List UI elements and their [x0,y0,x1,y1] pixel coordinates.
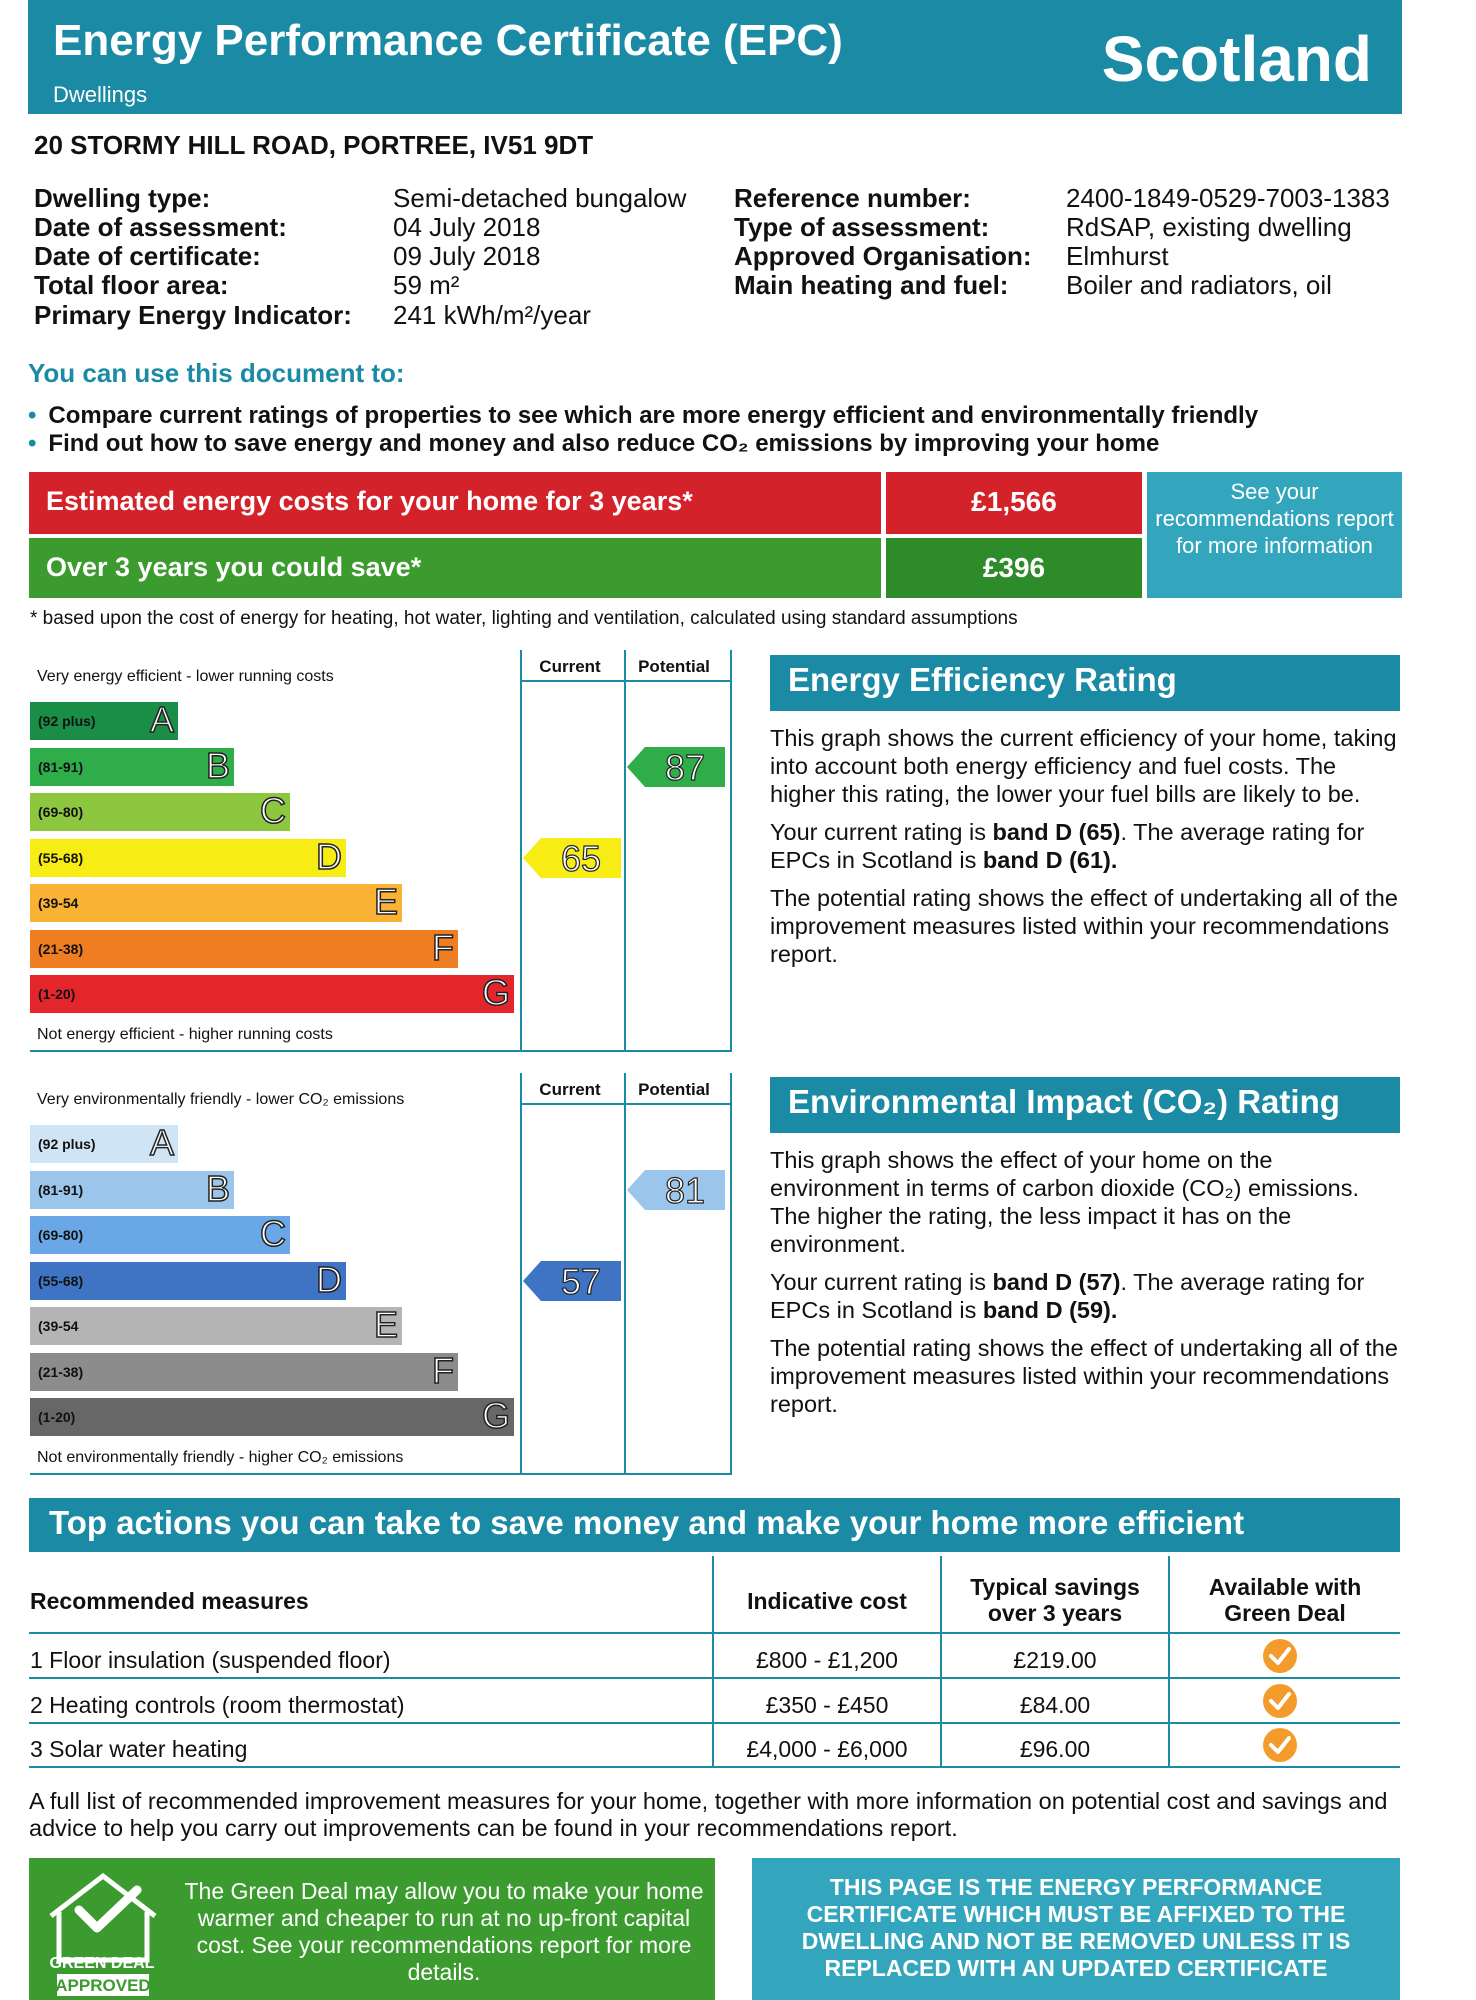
use-bullet-1-text: Compare current ratings of properties to see which are more energy efficient and environmentally friendly [48,402,1259,429]
env-rating-heading: Environmental Impact (CO₂) Rating [770,1077,1400,1133]
check-icon [1262,1638,1298,1674]
table-row-rule-2 [29,1722,1400,1724]
see-recommendations-box: See your recommendations report for more information [1147,472,1402,598]
certificate-date-label: Date of certificate: [34,241,261,271]
use-bullet-2: • Find out how to save energy and money and also reduce CO₂ emissions by improving your home [28,430,1160,457]
use-bullet-1: • Compare current ratings of properties to see which are more energy efficient and environmentally friendly [28,402,1259,429]
savings-label: Over 3 years you could save* [46,552,422,582]
env-top-caption: Very environmentally friendly - lower CO₂ emissions [37,1091,405,1108]
table-row-rule-1 [29,1677,1400,1679]
estimated-costs-label: Estimated energy costs for your home for 3 years* [46,486,693,516]
environmental-impact-chart [0,1073,740,1478]
certificate-date-value: 09 July 2018 [393,241,541,271]
green-deal-text: The Green Deal may allow you to make your home warmer and cheaper to run at no up-front capital cost. See your recommendations report for more details. [184,1878,704,1985]
savings-2: £84.00 [1019,1692,1091,1718]
env-band-range: (81-91) [38,1181,84,1198]
savings-row [29,538,881,598]
env-rating-text [770,1146,1400,1428]
env-band-range: (1-20) [38,1409,76,1425]
full-list-note: A full list of recommended improvement measures for your home, together with more information on potential cost and savings and advice to help you carry out improvements can be found in your recommendations report. [29,1788,1388,1841]
cost-3: £4,000 - £6,000 [746,1736,908,1762]
env-potential-header: Potential [638,1080,710,1099]
env-current-header: Current [539,1080,601,1099]
estimated-costs-row [29,472,881,534]
energy-current-band: band D (65) [992,819,1121,845]
approved-org-label: Approved Organisation: [734,241,1032,271]
energy-current-value: 65 [560,837,602,879]
energy-band-range: (21-38) [38,940,84,957]
env-current-left-line [520,1073,522,1475]
savings-cell [886,538,1142,598]
col-indicative-cost: Indicative cost [747,1588,907,1614]
cost-2: £350 - £450 [765,1692,889,1718]
env-band-letter: F [432,1349,454,1391]
epc-header [28,0,1402,114]
floor-area-label: Total floor area: [34,270,229,300]
energy-band-range: (69-80) [38,804,84,820]
affix-notice: THIS PAGE IS THE ENERGY PERFORMANCE CERTIFICATE WHICH MUST BE AFFIXED TO THE DWELLING AND NOT BE REMOVED UNLESS IT IS REPLACED WITH AN UPDATED CERTIFICATE [752,1858,1400,2000]
use-document-heading: You can use this document to: [28,358,405,388]
floor-area-value: 59 m² [393,270,460,300]
energy-average-band: band D (61). [982,847,1118,873]
measure-3: 3 Solar water heating [30,1736,248,1762]
env-band-letter: B [205,1167,230,1209]
env-rating-para-2 [770,1268,1400,1324]
energy-band-range: (92 plus) [38,713,96,729]
estimated-costs-cell [886,472,1142,534]
savings-value: £396 [982,552,1046,583]
country-label: Scotland [1101,23,1372,95]
energy-rating-para-2a: Your current rating is [770,819,993,845]
energy-top-caption: Very energy efficient - lower running costs [37,668,334,685]
energy-band-b [30,744,234,786]
env-band-range: (21-38) [38,1363,84,1380]
energy-band-letter: A [149,699,174,740]
env-band-e [30,1304,402,1345]
env-current-arrow [523,1261,621,1301]
energy-band-f [30,926,458,968]
env-potential-value: 81 [664,1169,706,1211]
env-current-right-line [624,1073,626,1475]
energy-potential-arrow [627,747,725,787]
env-current-band: band D (57) [992,1269,1121,1295]
energy-current-left-line [520,650,522,1052]
env-band-letter: G [481,1395,510,1436]
env-rating-para-1: This graph shows the effect of your home on the environment in terms of carbon dioxide (CO₂) emissions. The higher the rating, the less impact it has on the environment. [770,1147,1360,1257]
env-band-range: (92 plus) [38,1136,96,1152]
check-icon [1262,1727,1298,1763]
green-deal-logo-line2: APPROVED [55,1976,151,1995]
energy-band-range: (39-54 [38,895,79,911]
table-row-rule-3 [29,1766,1400,1768]
energy-band-g [30,972,514,1013]
energy-band-letter: C [260,790,286,831]
assessment-type-label: Type of assessment: [734,212,990,242]
energy-rating-heading: Energy Efficiency Rating [770,655,1400,711]
col-recommended-measures: Recommended measures [30,1588,309,1614]
measure-1: 1 Floor insulation (suspended floor) [30,1647,391,1673]
page-subtitle: Dwellings [53,82,148,107]
env-average-band: band D (59). [982,1297,1118,1323]
primary-energy-label: Primary Energy Indicator: [34,300,352,330]
energy-band-a [30,699,178,740]
energy-band-letter: G [481,972,510,1013]
env-potential-right-line [730,1073,732,1475]
energy-band-letter: F [432,926,454,968]
env-header-line [520,1103,732,1105]
reference-number-label: Reference number: [734,183,971,213]
energy-bottom-caption: Not energy efficient - higher running costs [37,1026,333,1043]
env-band-f [30,1349,458,1391]
energy-band-range: (1-20) [38,986,76,1002]
env-rating-para-2c: . The average rating for EPCs in Scotland is [770,1269,1365,1323]
green-deal-logo-line1: GREEN DEAL [49,1955,155,1972]
table-header-rule [29,1632,1400,1634]
energy-band-letter: E [373,881,398,922]
env-band-range: (39-54 [38,1318,79,1334]
env-band-b [30,1167,234,1209]
costs-footnote: * based upon the cost of energy for heating, hot water, lighting and ventilation, calculated using standard assumptions [30,608,1018,629]
reference-number-value: 2400-1849-0529-7003-1383 [1066,183,1390,213]
energy-efficiency-chart [0,650,740,1055]
energy-band-range: (55-68) [38,849,84,866]
energy-current-arrow [523,838,621,878]
top-actions-heading: Top actions you can take to save money and make your home more efficient [29,1498,1400,1552]
energy-band-e [30,881,402,922]
env-band-g [30,1395,514,1436]
energy-bottom-line [30,1050,732,1052]
approved-org-value: Elmhurst [1066,241,1169,271]
green-deal-box [29,1858,715,2000]
env-band-letter: A [149,1122,174,1163]
heating-fuel-value: Boiler and radiators, oil [1066,270,1332,300]
env-rating-para-3: The potential rating shows the effect of undertaking all of the improvement measures listed within your recommendations report. [770,1335,1398,1417]
assessment-date-label: Date of assessment: [34,212,287,242]
assessment-type-value: RdSAP, existing dwelling [1066,212,1352,242]
heating-fuel-label: Main heating and fuel: [734,270,1009,300]
energy-potential-right-line [730,650,732,1052]
savings-3: £96.00 [1019,1736,1091,1762]
assessment-date-value: 04 July 2018 [393,212,541,242]
primary-energy-value: 241 kWh/m²/year [393,300,591,330]
savings-1: £219.00 [1013,1647,1097,1673]
env-bottom-caption: Not environmentally friendly - higher CO₂ emissions [37,1449,404,1466]
env-band-c [30,1213,290,1254]
table-divider-3 [1168,1556,1170,1768]
check-icon [1262,1683,1298,1719]
energy-band-letter: D [316,835,342,877]
energy-rating-para-2c: . The average rating for EPCs in Scotland is [770,819,1365,873]
env-band-d [30,1258,346,1300]
env-band-a [30,1122,178,1163]
col-typical-savings: Typical savings over 3 years [970,1574,1140,1626]
env-band-letter: D [316,1258,342,1300]
env-band-range: (69-80) [38,1227,84,1243]
energy-band-range: (81-91) [38,758,84,775]
energy-potential-value: 87 [664,746,706,788]
env-band-range: (55-68) [38,1272,84,1289]
dwelling-type-value: Semi-detached bungalow [393,183,687,213]
energy-band-letter: B [205,744,230,786]
energy-current-right-line [624,650,626,1052]
cost-1: £800 - £1,200 [756,1647,898,1673]
energy-current-header: Current [539,657,601,676]
energy-rating-para-3: The potential rating shows the effect of undertaking all of the improvement measures listed within your recommendations report. [770,885,1398,967]
env-bottom-line [30,1473,732,1475]
dwelling-type-label: Dwelling type: [34,183,211,213]
property-address: 20 STORMY HILL ROAD, PORTREE, IV51 9DT [34,130,594,160]
use-bullet-2-text: Find out how to save energy and money and also reduce CO₂ emissions by improving your home [48,430,1160,457]
energy-band-c [30,790,290,831]
energy-band-d [30,835,346,877]
energy-rating-para-1: This graph shows the current efficiency of your home, taking into account both energy efficiency and fuel costs. The higher this rating, the lower your fuel bills are likely to be. [770,725,1397,807]
env-band-letter: E [373,1304,398,1345]
page-title: Energy Performance Certificate (EPC) [53,16,843,65]
env-current-value: 57 [560,1260,602,1302]
green-deal-approved-logo [37,1868,167,1998]
energy-header-line [520,680,732,682]
env-rating-para-2a: Your current rating is [770,1269,993,1295]
env-band-letter: C [260,1213,286,1254]
env-potential-arrow [627,1170,725,1210]
measure-2: 2 Heating controls (room thermostat) [30,1692,405,1718]
estimated-costs-value: £1,566 [971,486,1057,517]
col-green-deal: Available with Green Deal [1208,1574,1362,1626]
energy-potential-header: Potential [638,657,710,676]
energy-rating-text [770,724,1400,978]
energy-rating-para-2 [770,818,1400,874]
